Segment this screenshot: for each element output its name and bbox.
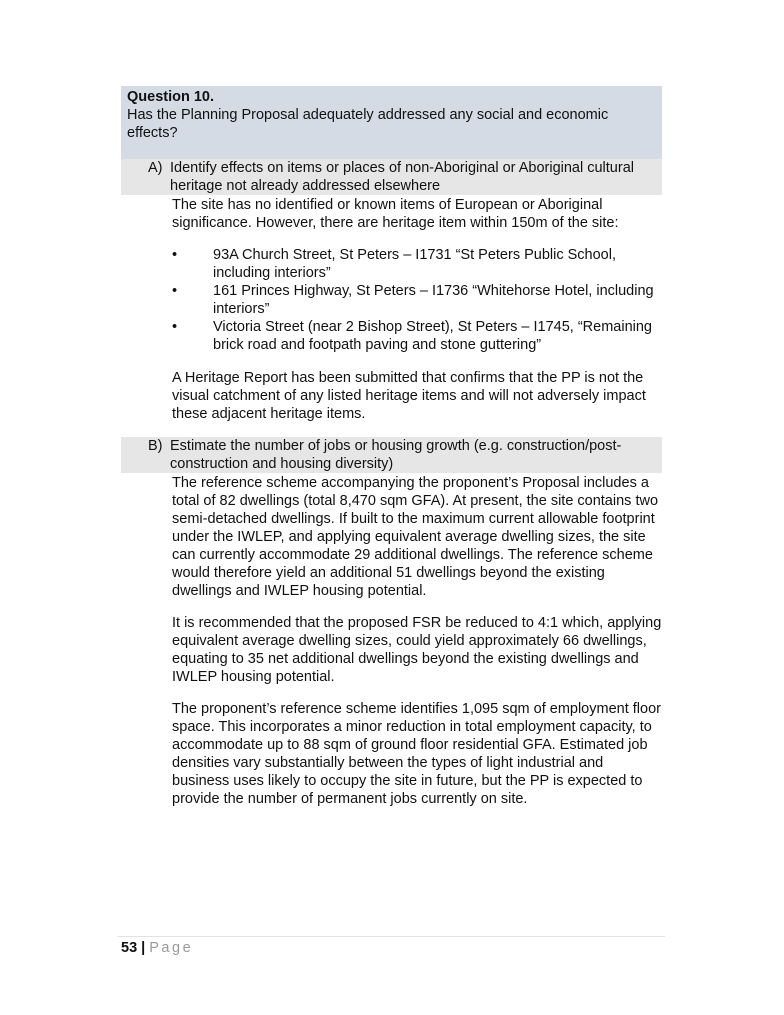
list-item-text: 93A Church Street, St Peters – I1731 “St Peters Public School, including interiors” — [213, 247, 616, 281]
paragraph-text: The proponent’s reference scheme identifies 1,095 sqm of employment floor space. This incorporates a minor reduction in total employment capacity, to accommodate up to 88 sqm of ground floor residential GFA. Estimated job densities vary substantially between the types of light industrial and business uses likely to occupy the site in future, but the PP is expected to provide the number of permanent jobs currently on site. — [172, 701, 661, 807]
section-b-paragraph-2 — [172, 614, 662, 686]
section-a-conclusion-text: A Heritage Report has been submitted that confirms that the PP is not the visual catchment of any listed heritage items and will not adversely impact these adjacent heritage items. — [172, 370, 646, 422]
footer-divider — [117, 936, 665, 937]
section-b-heading-text: Estimate the number of jobs or housing growth (e.g. construction/post-construction and housing diversity) — [170, 438, 622, 472]
section-b-paragraph-1 — [172, 474, 662, 600]
section-b-letter: B) — [148, 438, 163, 454]
list-item — [172, 318, 662, 354]
section-a-conclusion — [172, 369, 662, 423]
section-a-intro-text: The site has no identified or known items of European or Aboriginal significance. However, there are heritage item within 150m of the site: — [172, 197, 619, 231]
list-item-text: 161 Princes Highway, St Peters – I1736 “Whitehorse Hotel, including interiors” — [213, 283, 654, 317]
list-item-text: Victoria Street (near 2 Bishop Street), St Peters – I1745, “Remaining brick road and footpath paving and stone guttering” — [213, 319, 652, 353]
paragraph-text: It is recommended that the proposed FSR be reduced to 4:1 which, applying equivalent average dwelling sizes, could yield approximately 66 dwellings, equating to 35 net additional dwellings beyond the existing dwellings and IWLEP housing potential. — [172, 615, 662, 685]
section-a-heading — [121, 159, 662, 195]
section-a-intro — [172, 196, 662, 232]
paragraph-text: The reference scheme accompanying the proponent’s Proposal includes a total of 82 dwellings (total 8,470 sqm GFA). At present, the site contains two semi-detached dwellings. If built to the maximum current allowable footprint under the IWLEP, and applying equivalent average dwelling sizes, the site can currently accommodate 29 additional dwellings. The reference scheme would therefore yield an additional 51 dwellings beyond the existing dwellings and IWLEP housing potential. — [172, 475, 659, 599]
footer-separator: | — [141, 940, 146, 956]
page-number: 53 — [121, 940, 138, 956]
section-b-heading — [121, 437, 662, 473]
page-footer — [121, 939, 193, 957]
list-item — [172, 246, 662, 282]
heritage-items-list — [172, 246, 662, 354]
section-b-paragraph-3 — [172, 700, 662, 808]
bullet-icon: • — [172, 319, 178, 335]
question-text: Has the Planning Proposal adequately addressed any social and economic effects? — [127, 107, 609, 141]
bullet-icon: • — [172, 283, 178, 299]
section-a-letter: A) — [148, 160, 163, 176]
question-title: Question 10. — [127, 89, 215, 105]
page-label: Page — [149, 940, 194, 956]
list-item — [172, 282, 662, 318]
bullet-icon: • — [172, 247, 178, 263]
section-a-heading-text: Identify effects on items or places of non-Aboriginal or Aboriginal cultural heritage not already addressed elsewhere — [170, 160, 634, 194]
question-header — [121, 86, 662, 159]
